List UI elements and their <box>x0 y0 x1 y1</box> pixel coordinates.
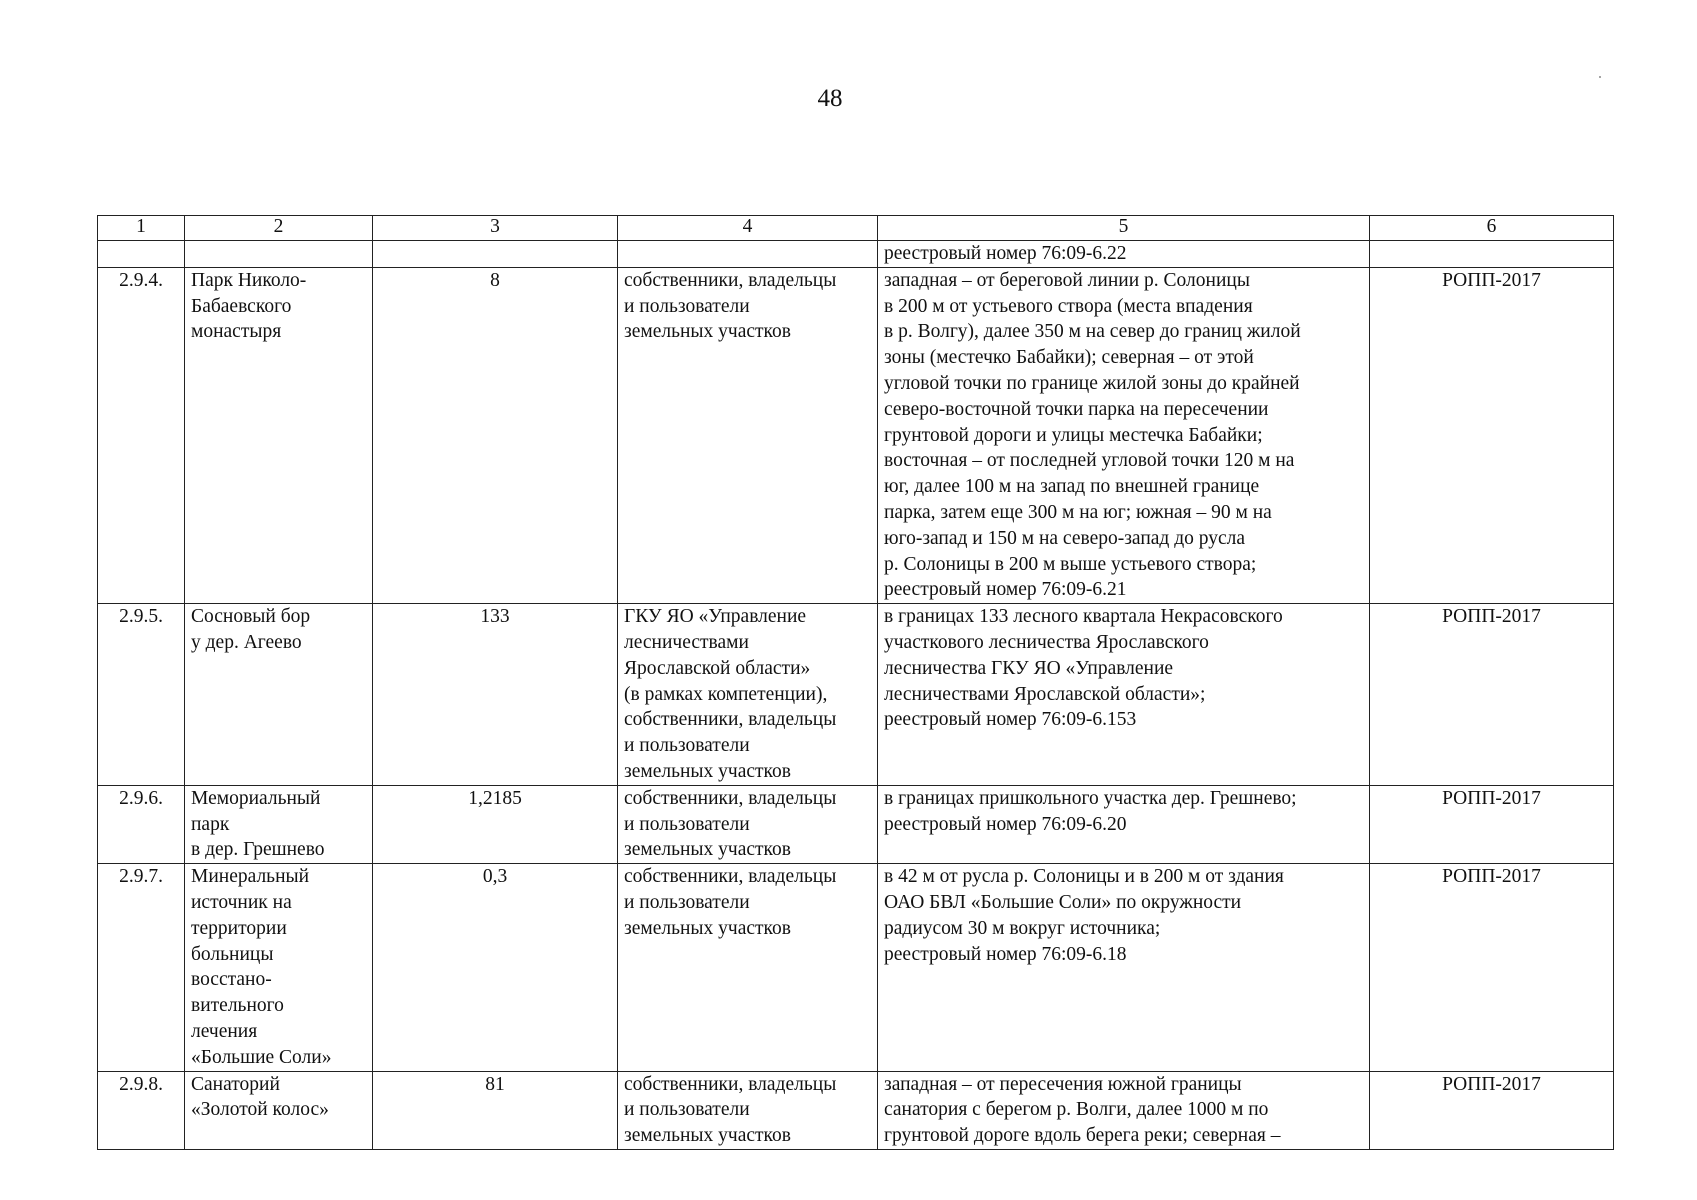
table-row <box>98 785 1614 863</box>
cell-line: грунтовой дороги и улицы местечка Бабайки; <box>884 424 1263 446</box>
cell-line: Минеральный <box>191 866 310 888</box>
continuation-row <box>98 241 1614 268</box>
object-name-cell <box>185 267 373 603</box>
cell-line: собственники, владельцы <box>624 709 837 731</box>
cell-line: восстано- <box>191 969 272 991</box>
cell-line: реестровый номер 76:09-6.18 <box>884 943 1127 965</box>
area-cell: 8 <box>373 267 618 603</box>
cell-line: в 200 м от устьевого створа (места впадения <box>884 295 1253 317</box>
cell-line: больницы <box>191 943 274 965</box>
document-cell: РОПП-2017 <box>1370 267 1614 603</box>
area-cell: 1,2185 <box>373 785 618 863</box>
cell-line: источник на <box>191 891 292 913</box>
object-name-cell <box>185 604 373 786</box>
cell-line: Сосновый бор <box>191 606 311 628</box>
document-cell: РОПП-2017 <box>1370 1071 1614 1149</box>
area-cell: 0,3 <box>373 864 618 1071</box>
object-name-cell <box>185 785 373 863</box>
description-cell: реестровый номер 76:09-6.22 <box>878 241 1370 268</box>
cell-line: земельных участков <box>624 839 791 861</box>
cell-line: «Большие Соли» <box>191 1046 332 1068</box>
cell-line: монастыря <box>191 321 282 343</box>
row-number-cell: 2.9.8. <box>98 1071 185 1149</box>
cell-line: р. Солоницы в 200 м выше устьевого створа; <box>884 553 1257 575</box>
cell-line: лесничествами Ярославской области»; <box>884 683 1206 705</box>
cell-line: Санаторий <box>191 1073 280 1095</box>
cell-line: территории <box>191 917 287 939</box>
cell-line: участкового лесничества Ярославского <box>884 631 1209 653</box>
object-name-cell <box>185 864 373 1071</box>
cell-line: вительного <box>191 995 284 1017</box>
cell-line: реестровый номер 76:09-6.153 <box>884 709 1137 731</box>
cell-line: юго-запад и 150 м на северо-запад до русла <box>884 527 1246 549</box>
page-number: 48 <box>817 85 843 112</box>
cell-line: в 42 м от русла р. Солоницы и в 200 м от здания <box>884 866 1284 888</box>
table-row <box>98 604 1614 786</box>
cell-line: западная – от пересечения южной границы <box>884 1073 1242 1095</box>
cell-line: собственники, владельцы <box>624 1073 837 1095</box>
header-cell: 6 <box>1370 216 1614 241</box>
scan-artifact-dot <box>1599 76 1601 78</box>
cell-line: земельных участков <box>624 321 791 343</box>
cell-line: в дер. Грешнево <box>191 839 325 861</box>
header-row <box>98 216 1614 241</box>
responsible-cell <box>618 267 878 603</box>
cell-line: радиусом 30 м вокруг источника; <box>884 917 1161 939</box>
cell-line: северо-восточной точки парка на пересечении <box>884 398 1269 420</box>
cell-line: земельных участков <box>624 1125 791 1147</box>
table-cell <box>1370 241 1614 268</box>
cell-line: и пользователи <box>624 295 750 317</box>
description-cell <box>878 1071 1370 1149</box>
cell-line: Бабаевского <box>191 295 292 317</box>
cell-line: собственники, владельцы <box>624 866 837 888</box>
cell-line: земельных участков <box>624 917 791 939</box>
responsible-cell <box>618 785 878 863</box>
cell-line: в границах 133 лесного квартала Некрасовского <box>884 606 1283 628</box>
row-number-cell: 2.9.5. <box>98 604 185 786</box>
table-cell <box>185 241 373 268</box>
responsible-cell <box>618 1071 878 1149</box>
cell-line: западная – от береговой линии р. Солоницы <box>884 269 1250 291</box>
cell-line: Мемориальный <box>191 787 321 809</box>
description-cell <box>878 864 1370 1071</box>
row-number-cell: 2.9.7. <box>98 864 185 1071</box>
area-cell: 133 <box>373 604 618 786</box>
header-cell: 4 <box>618 216 878 241</box>
table-row <box>98 864 1614 1071</box>
description-cell <box>878 604 1370 786</box>
responsible-cell <box>618 864 878 1071</box>
cell-line: и пользователи <box>624 813 750 835</box>
table-cell <box>618 241 878 268</box>
cell-line: реестровый номер 76:09-6.21 <box>884 579 1127 601</box>
cell-line: Парк Николо- <box>191 269 307 291</box>
cell-line: зоны (местечко Бабайки); северная – от этой <box>884 347 1254 369</box>
header-cell: 3 <box>373 216 618 241</box>
table-cell <box>373 241 618 268</box>
cell-line: земельных участков <box>624 760 791 782</box>
cell-line: в границах пришкольного участка дер. Грешнево; <box>884 787 1297 809</box>
document-cell: РОПП-2017 <box>1370 785 1614 863</box>
description-cell <box>878 785 1370 863</box>
cell-line: собственники, владельцы <box>624 787 837 809</box>
cell-line: ОАО БВЛ «Большие Соли» по окружности <box>884 891 1242 913</box>
object-name-cell <box>185 1071 373 1149</box>
protected-areas-table <box>97 215 1614 1150</box>
cell-line: в р. Волгу), далее 350 м на север до границ жилой <box>884 321 1301 343</box>
cell-line: грунтовой дороге вдоль берега реки; северная – <box>884 1125 1281 1147</box>
document-cell: РОПП-2017 <box>1370 864 1614 1071</box>
document-cell: РОПП-2017 <box>1370 604 1614 786</box>
cell-line: санатория с берегом р. Волги, далее 1000 м по <box>884 1099 1269 1121</box>
cell-line: юг, далее 100 м на запад по внешней границе <box>884 476 1260 498</box>
cell-line: парк <box>191 813 230 835</box>
cell-line: лечения <box>191 1020 258 1042</box>
row-number-cell: 2.9.4. <box>98 267 185 603</box>
row-number-cell: 2.9.6. <box>98 785 185 863</box>
table-row <box>98 267 1614 603</box>
cell-line: Ярославской области» <box>624 657 811 679</box>
description-cell <box>878 267 1370 603</box>
responsible-cell <box>618 604 878 786</box>
table-row <box>98 1071 1614 1149</box>
header-cell: 1 <box>98 216 185 241</box>
table-cell <box>98 241 185 268</box>
cell-line: лесничествами <box>624 631 749 653</box>
cell-line: и пользователи <box>624 891 750 913</box>
cell-line: угловой точки по границе жилой зоны до крайней <box>884 372 1300 394</box>
header-cell: 2 <box>185 216 373 241</box>
cell-line: и пользователи <box>624 735 750 757</box>
cell-line: ГКУ ЯО «Управление <box>624 606 807 628</box>
cell-line: реестровый номер 76:09-6.20 <box>884 813 1127 835</box>
cell-line: у дер. Агеево <box>191 631 302 653</box>
cell-line: «Золотой колос» <box>191 1099 329 1121</box>
header-cell: 5 <box>878 216 1370 241</box>
cell-line: парка, затем еще 300 м на юг; южная – 90 м на <box>884 501 1272 523</box>
cell-line: (в рамках компетенции), <box>624 683 828 705</box>
cell-line: и пользователи <box>624 1099 750 1121</box>
cell-line: собственники, владельцы <box>624 269 837 291</box>
cell-line: восточная – от последней угловой точки 120 м на <box>884 450 1295 472</box>
area-cell: 81 <box>373 1071 618 1149</box>
cell-line: лесничества ГКУ ЯО «Управление <box>884 657 1174 679</box>
